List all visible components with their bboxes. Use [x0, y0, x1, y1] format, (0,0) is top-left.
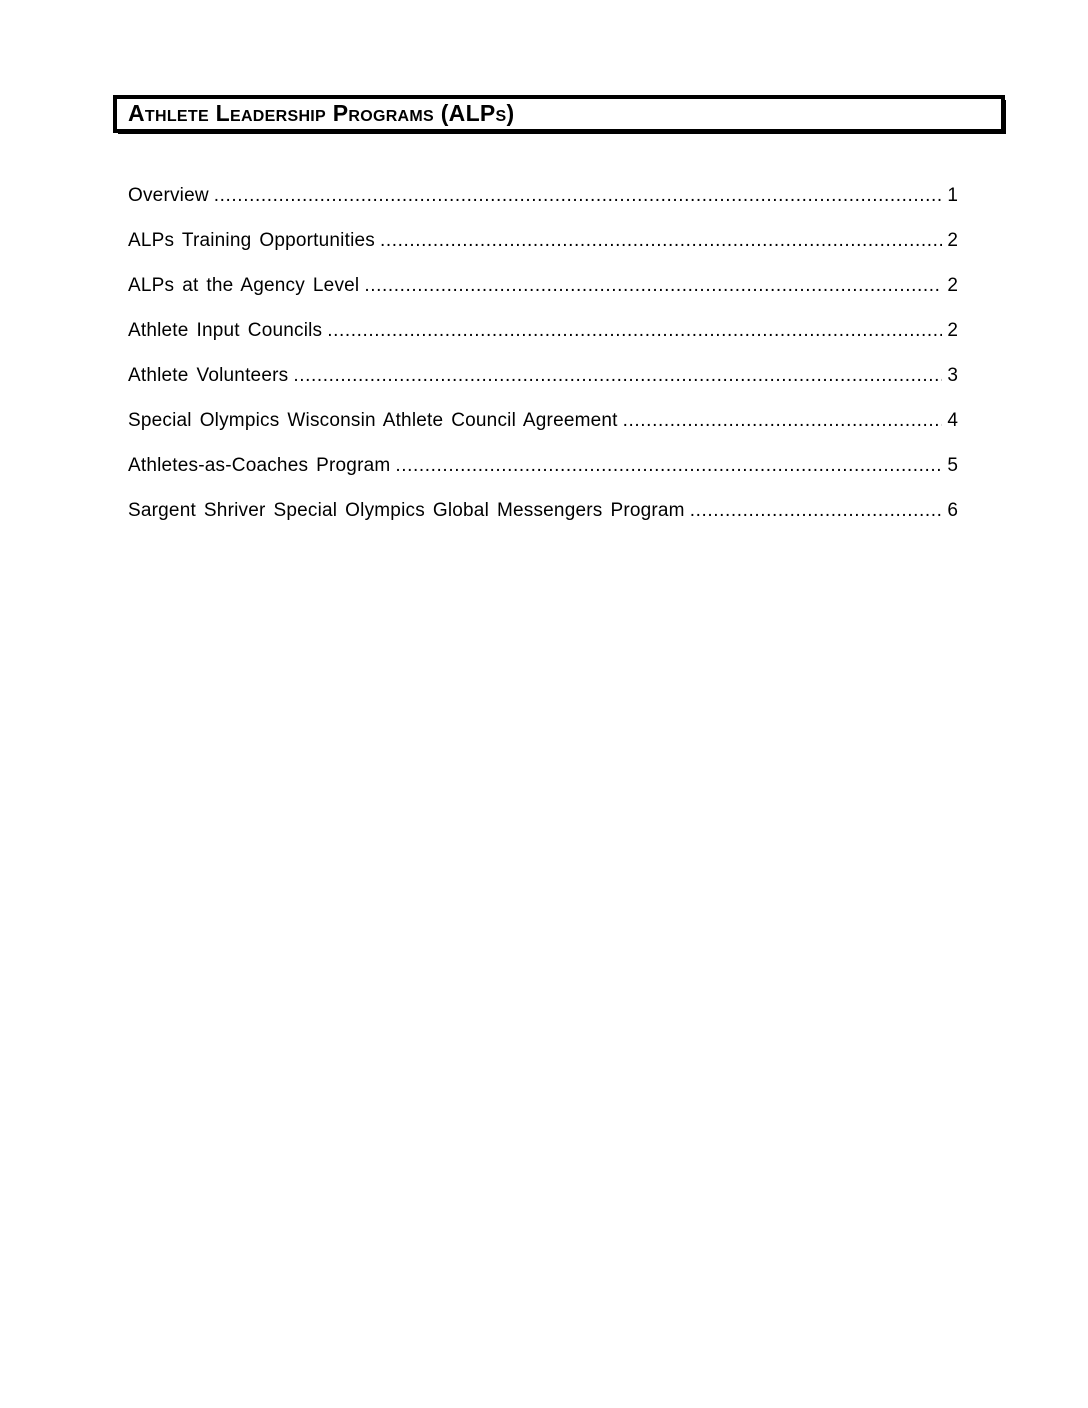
section-header-box — [113, 95, 1005, 133]
toc-entry-page-number[interactable]: 6 — [947, 500, 958, 521]
toc-entry[interactable] — [128, 409, 958, 454]
toc-entry-label[interactable]: Sargent Shriver Special Olympics Global Messengers Program — [128, 500, 685, 521]
table-of-contents — [128, 184, 958, 544]
toc-entry-label[interactable]: Athletes-as-Coaches Program — [128, 455, 391, 476]
toc-entry[interactable] — [128, 184, 958, 229]
toc-dot-leader — [623, 409, 943, 433]
toc-entry[interactable] — [128, 364, 958, 409]
toc-entry-page-number[interactable]: 2 — [947, 230, 958, 251]
toc-entry-label[interactable]: Overview — [128, 185, 209, 206]
toc-entry-label[interactable]: Athlete Input Councils — [128, 320, 323, 341]
toc-dot-leader — [364, 274, 942, 298]
toc-entry-label[interactable]: Athlete Volunteers — [128, 365, 289, 386]
toc-entry[interactable] — [128, 319, 958, 364]
toc-entry-page-number[interactable]: 2 — [947, 275, 958, 296]
toc-entry-page-number[interactable]: 4 — [947, 410, 958, 431]
toc-entry[interactable] — [128, 274, 958, 319]
toc-entry-page-number[interactable]: 2 — [947, 320, 958, 341]
toc-entry-label[interactable]: Special Olympics Wisconsin Athlete Council Agreement — [128, 410, 618, 431]
toc-entry-label[interactable]: ALPs Training Opportunities — [128, 230, 375, 251]
toc-entry-label[interactable]: ALPs at the Agency Level — [128, 275, 360, 296]
toc-dot-leader — [395, 454, 942, 478]
toc-entry[interactable] — [128, 229, 958, 274]
toc-dot-leader — [214, 184, 943, 208]
toc-dot-leader — [327, 319, 942, 343]
toc-entry[interactable] — [128, 499, 958, 544]
toc-entry-page-number[interactable]: 1 — [947, 185, 958, 206]
toc-entry-page-number[interactable]: 5 — [947, 455, 958, 476]
section-title: Athlete Leadership Programs (ALPs) — [128, 99, 515, 126]
toc-dot-leader — [380, 229, 942, 253]
toc-entry[interactable] — [128, 454, 958, 499]
toc-entry-page-number[interactable]: 3 — [947, 365, 958, 386]
toc-dot-leader — [293, 364, 942, 388]
toc-dot-leader — [690, 499, 943, 523]
